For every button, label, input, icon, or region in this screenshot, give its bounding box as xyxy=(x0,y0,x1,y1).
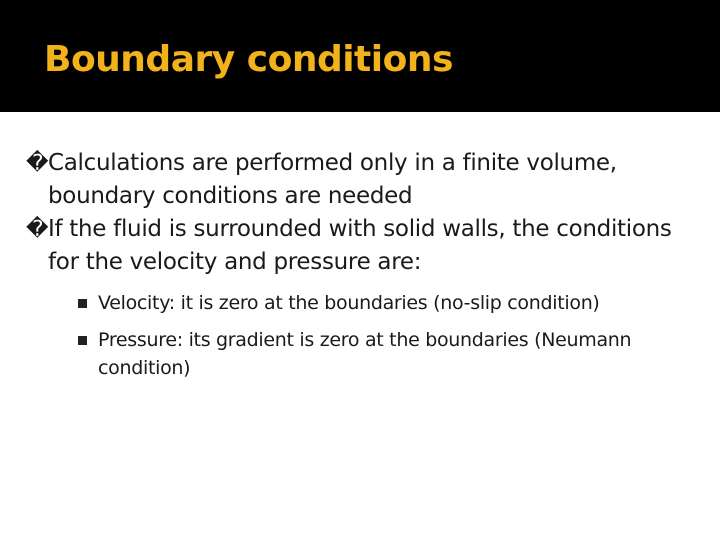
sub-bullet-pressure xyxy=(76,326,676,382)
slide-title: Boundary conditions xyxy=(44,39,453,80)
square-bullet-icon xyxy=(78,299,87,308)
title-bar xyxy=(0,0,720,112)
bullet-marker-icon: � xyxy=(26,151,49,176)
sub-bullet-text: Pressure: its gradient is zero at the boundaries (Neumann condition) xyxy=(98,329,632,379)
bullet-solid-walls xyxy=(26,213,686,279)
bullet-text: If the fluid is surrounded with solid walls, the conditions for the velocity and pressure are: xyxy=(48,216,672,275)
sub-bullet-text: Velocity: it is zero at the boundaries (no-slip condition) xyxy=(98,292,600,314)
bullet-text: Calculations are performed only in a finite volume, boundary conditions are needed xyxy=(48,150,617,209)
square-bullet-icon xyxy=(78,336,87,345)
bullet-marker-icon: � xyxy=(26,217,49,242)
slide-body xyxy=(26,147,686,391)
sub-bullet-list xyxy=(76,289,676,382)
sub-bullet-velocity xyxy=(76,289,676,317)
bullet-calculations xyxy=(26,147,686,213)
